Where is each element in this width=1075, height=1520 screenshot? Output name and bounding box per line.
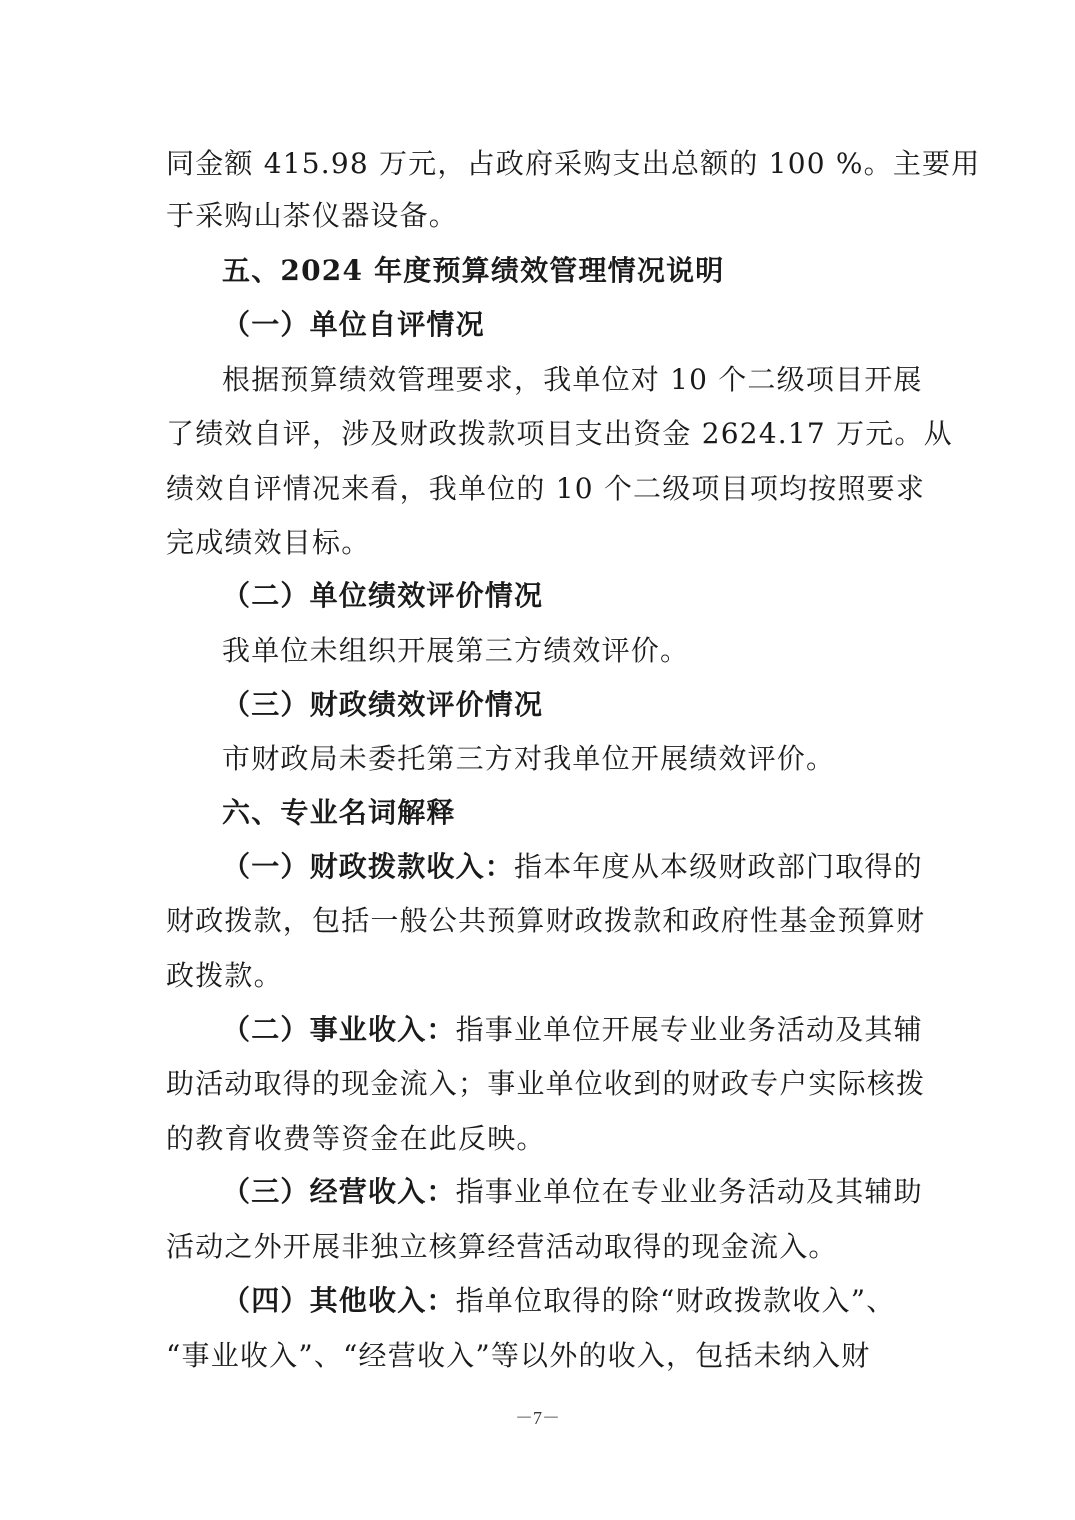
- paragraph-line: 政拨款。: [166, 959, 283, 992]
- definition-line: [222, 839, 1075, 895]
- definition-text: 指事业单位在专业业务活动及其辅助: [455, 1175, 923, 1208]
- definition-term: （一）财政拨款收入：: [222, 850, 515, 883]
- subsection-heading: （三）财政绩效评价情况: [222, 688, 544, 721]
- paragraph-line: 于采购山茶仪器设备。: [166, 199, 459, 232]
- definition-text: 指事业单位开展专业业务活动及其辅: [455, 1013, 923, 1046]
- definition-term: （三）经营收入：: [222, 1175, 456, 1208]
- definition-line: [222, 1002, 1075, 1058]
- paragraph-line: 绩效自评情况来看，我单位的 10 个二级项目项均按照要求: [166, 472, 926, 505]
- paragraph-line: 了绩效自评，涉及财政拨款项目支出资金 2624.17 万元。从: [166, 417, 953, 450]
- paragraph-line: 根据预算绩效管理要求，我单位对 10 个二级项目开展: [222, 363, 923, 396]
- definition-line: [222, 1273, 1075, 1329]
- paragraph-line: 财政拨款，包括一般公共预算财政拨款和政府性基金预算财: [166, 904, 926, 937]
- definition-text: 指本年度从本级财政部门取得的: [514, 850, 923, 883]
- subsection-heading: （一）单位自评情况: [222, 308, 485, 341]
- definition-text: 指单位取得的除“财政拨款收入”、: [455, 1284, 896, 1317]
- subsection-heading: （二）单位绩效评价情况: [222, 579, 544, 612]
- paragraph-line: 我单位未组织开展第三方绩效评价。: [222, 634, 690, 667]
- paragraph-line: 同金额 415.98 万元，占政府采购支出总额的 100 %。主要用: [166, 147, 981, 180]
- paragraph-line: 助活动取得的现金流入；事业单位收到的财政专户实际核拨: [166, 1067, 926, 1100]
- paragraph-line: 活动之外开展非独立核算经营活动取得的现金流入。: [166, 1230, 838, 1263]
- paragraph-line: 完成绩效目标。: [166, 526, 371, 559]
- section-heading-6: 六、专业名词解释: [222, 796, 456, 829]
- definition-term: （二）事业收入：: [222, 1013, 456, 1046]
- paragraph-line: 市财政局未委托第三方对我单位开展绩效评价。: [222, 742, 836, 775]
- page-number: －7－: [515, 1408, 560, 1428]
- definition-line: [222, 1164, 1075, 1220]
- paragraph-line: “事业收入”、“经营收入”等以外的收入，包括未纳入财: [166, 1339, 871, 1372]
- definition-term: （四）其他收入：: [222, 1284, 456, 1317]
- section-heading-5: 五、2024 年度预算绩效管理情况说明: [222, 254, 725, 287]
- paragraph-line: 的教育收费等资金在此反映。: [166, 1122, 546, 1155]
